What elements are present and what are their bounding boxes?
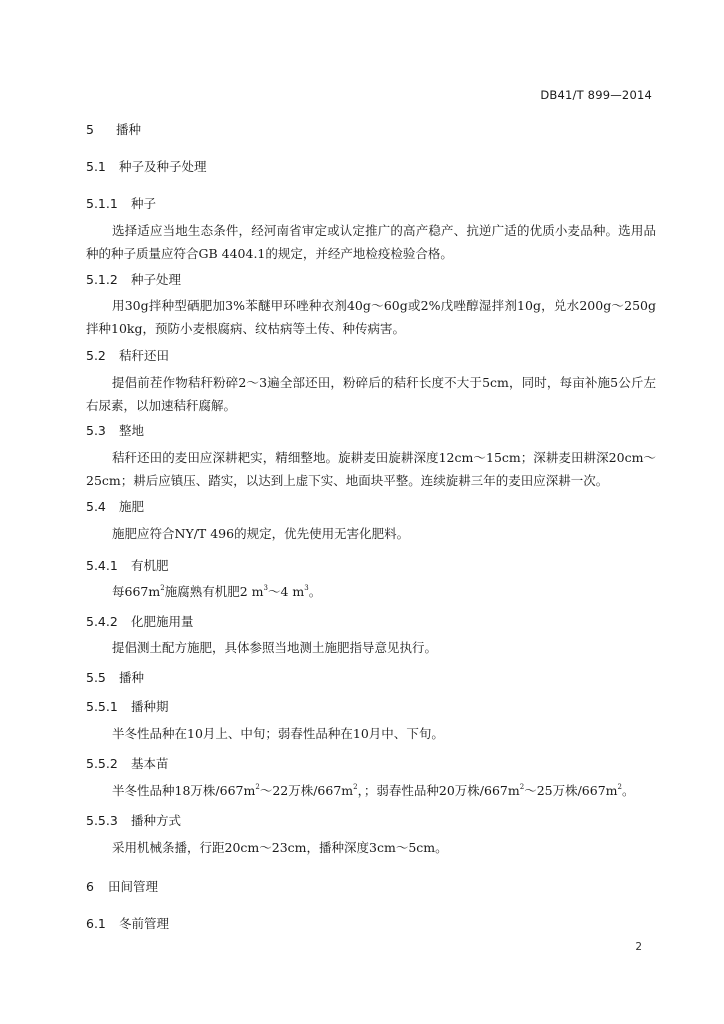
text-segment: ～4 m [267, 584, 305, 599]
section-title: 播种期 [131, 699, 169, 714]
section-heading-5-1-2 [86, 270, 181, 288]
text-segment: 施腐熟有机肥2 m [164, 584, 264, 599]
section-title: 基本苗 [131, 756, 169, 771]
text-segment: ～22万株/667m [259, 783, 354, 798]
section-heading-5-5-3 [86, 811, 181, 829]
section-title: 冬前管理 [119, 916, 170, 931]
page-number: 2 [635, 941, 642, 953]
section-heading-5-5 [86, 668, 144, 686]
text-segment: 半冬性品种18万株/667m [112, 783, 256, 798]
section-number: 5.1.1 [86, 196, 118, 211]
section-title: 种子 [131, 196, 157, 211]
section-number: 5.1 [86, 159, 106, 174]
section-number: 5.5 [86, 670, 106, 685]
section-title: 种子及种子处理 [119, 159, 207, 174]
section-title: 种子处理 [131, 272, 182, 287]
section-title: 秸秆还田 [119, 348, 170, 363]
section-heading-5-1 [86, 157, 207, 175]
section-heading-5-5-2 [86, 754, 169, 772]
section-heading-6 [86, 877, 158, 895]
section-title: 施肥 [119, 499, 145, 514]
paragraph-5-5-3: 采用机械条播，行距20cm～23cm，播种深度3cm～5cm。 [112, 840, 448, 855]
section-number: 5.5.1 [86, 699, 118, 714]
section-title: 整地 [119, 423, 145, 438]
section-heading-5-4 [86, 497, 144, 515]
superscript: 2 [160, 584, 165, 592]
text-segment: 。 [308, 584, 322, 599]
section-heading-5 [86, 120, 141, 138]
section-title: 田间管理 [108, 879, 159, 894]
superscript: 2 [353, 783, 358, 791]
section-heading-5-5-1 [86, 697, 169, 715]
paragraph-5-3: 秸秆还田的麦田应深耕耙实，精细整地。旋耕麦田旋耕深度12cm～15cm；深耕麦田耕深20cm～25cm；耕后应镇压、踏实，以达到上虚下实、地面块平整。连续旋耕三年的麦田应深耕一次。 [86, 450, 656, 488]
section-number: 5.5.3 [86, 813, 118, 828]
text-segment: 每667m [112, 584, 161, 599]
paragraph-5-1-1: 选择适应当地生态条件，经河南省审定或认定推广的高产稳产、抗逆广适的优质小麦品种。选用品种的种子质量应符合GB 4404.1的规定，并经产地检疫检验合格。 [86, 223, 656, 261]
superscript: 2 [255, 783, 260, 791]
paragraph-5-4: 施肥应符合NY/T 496的规定，优先使用无害化肥料。 [112, 526, 410, 541]
section-number: 6.1 [86, 916, 106, 931]
paragraph-5-4-2: 提倡测土配方施肥，具体参照当地测土施肥指导意见执行。 [112, 640, 438, 655]
paragraph-5-5-1: 半冬性品种在10月上、中旬；弱春性品种在10月中、下旬。 [112, 726, 444, 741]
section-number: 5.3 [86, 423, 106, 438]
section-heading-5-2 [86, 346, 169, 364]
paragraph-5-2: 提倡前茬作物秸秆粉碎2～3遍全部还田，粉碎后的秸秆长度不大于5cm，同时，每亩补施5公斤左右尿素，以加速秸秆腐解。 [86, 375, 656, 413]
text-segment: ～25万株/667m [524, 783, 618, 798]
section-number: 5.4.2 [86, 614, 118, 629]
section-number: 5.4.1 [86, 558, 118, 573]
section-heading-6-1 [86, 914, 169, 932]
superscript: 3 [263, 584, 268, 592]
paragraph-5-1-2: 用30g拌种型硒肥加3%苯醚甲环唑种衣剂40g～60g或2%戊唑醇湿拌剂10g，兑水200g～250g拌种10kg，预防小麦根腐病、纹枯病等土传、种传病害。 [86, 298, 656, 336]
paragraph-5-5-2 [86, 779, 656, 802]
standard-code: DB41/T 899—2014 [540, 88, 652, 102]
section-heading-5-1-1 [86, 194, 156, 212]
section-title: 化肥施用量 [131, 614, 194, 629]
text-segment: ，；弱春性品种20万株/667m [357, 783, 520, 798]
section-title: 播种方式 [131, 813, 182, 828]
section-heading-5-4-1 [86, 556, 169, 574]
superscript: 2 [519, 783, 525, 791]
section-number: 6 [86, 879, 94, 894]
section-number: 5.2 [86, 348, 106, 363]
superscript: 2 [617, 783, 622, 791]
section-title: 播种 [116, 122, 142, 137]
section-number: 5.5.2 [86, 756, 118, 771]
section-heading-5-3 [86, 421, 144, 439]
section-number: 5.4 [86, 499, 106, 514]
section-number: 5.1.2 [86, 272, 118, 287]
section-number: 5 [86, 122, 94, 137]
text-segment: 。 [622, 783, 635, 798]
section-title: 有机肥 [131, 558, 169, 573]
paragraph-5-4-1 [86, 580, 656, 603]
superscript: 3 [304, 584, 309, 592]
section-heading-5-4-2 [86, 612, 194, 630]
section-title: 播种 [119, 670, 145, 685]
